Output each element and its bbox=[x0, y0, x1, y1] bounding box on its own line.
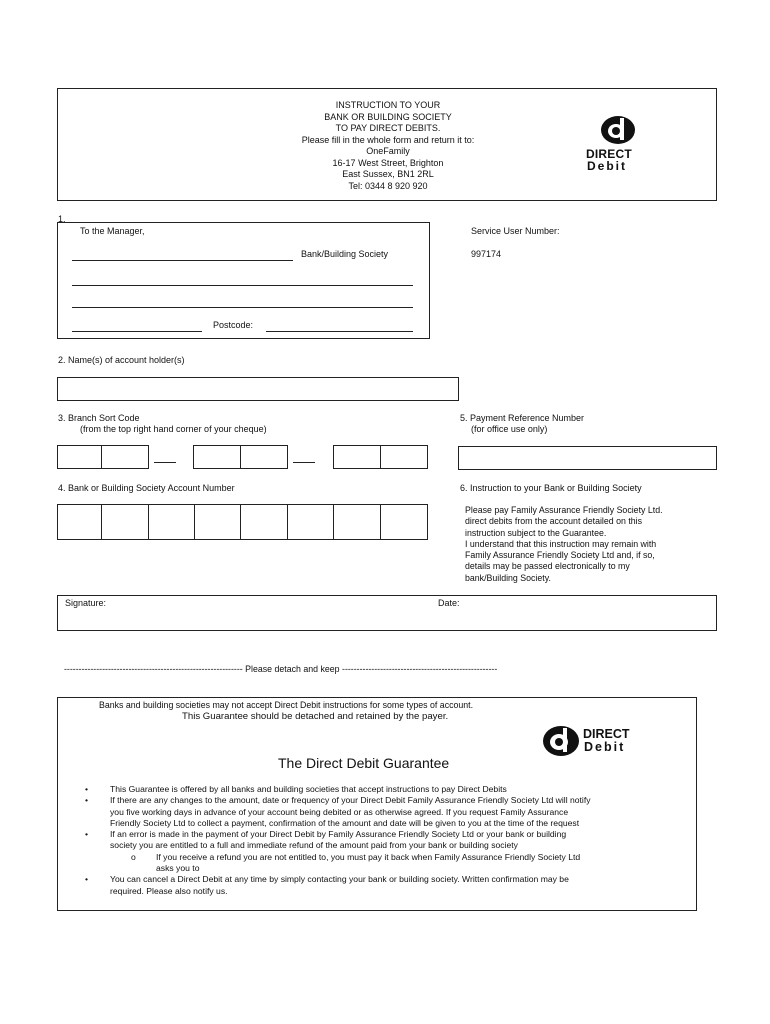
instruction-line: Please pay Family Assurance Friendly Society Ltd. bbox=[465, 505, 663, 515]
logo-text-direct: DIRECT bbox=[586, 147, 632, 161]
account-number-digit-6[interactable] bbox=[287, 504, 334, 540]
logo-text-debit: Debit bbox=[584, 740, 626, 754]
header-line: INSTRUCTION TO YOUR bbox=[335, 100, 441, 110]
postcode-label: Postcode: bbox=[213, 320, 254, 330]
header-line: 16-17 West Street, Brighton bbox=[332, 157, 444, 168]
bullet-icon: • bbox=[85, 874, 89, 885]
bank-name-line[interactable] bbox=[72, 260, 293, 261]
bullet-icon: • bbox=[85, 829, 89, 840]
direct-debit-logo bbox=[586, 115, 650, 173]
payment-reference-field[interactable] bbox=[458, 446, 717, 470]
account-number-digit-7[interactable] bbox=[333, 504, 381, 540]
sort-code-digit-4[interactable] bbox=[240, 445, 288, 469]
guarantee-retain-text: This Guarantee should be detached and retained by the payer. bbox=[182, 711, 449, 722]
sort-code-digit-3[interactable] bbox=[193, 445, 241, 469]
header-line: TO PAY DIRECT DEBITS. bbox=[335, 123, 441, 133]
manager-address-box bbox=[57, 222, 430, 339]
guarantee-logo bbox=[542, 725, 654, 757]
sort-code-digit-6[interactable] bbox=[380, 445, 428, 469]
header-box bbox=[57, 88, 717, 201]
sub-bullet-icon: o bbox=[131, 851, 136, 862]
section-1-number: 1. bbox=[58, 214, 66, 224]
account-holder-field[interactable] bbox=[57, 377, 459, 401]
postcode-line[interactable] bbox=[266, 331, 413, 332]
direct-debit-logo-icon bbox=[600, 115, 636, 145]
payment-reference-sublabel: (for office use only) bbox=[471, 424, 548, 434]
header-line: BANK OR BUILDING SOCIETY bbox=[324, 111, 452, 122]
instruction-line: I understand that this instruction may remain with bbox=[465, 538, 657, 549]
account-number-digit-4[interactable] bbox=[194, 504, 241, 540]
instruction-line: Family Assurance Friendly Society Ltd and, if so, bbox=[465, 550, 655, 561]
sort-code-separator bbox=[293, 462, 315, 463]
detach-dashes-left: ------------------------------------------------------------- bbox=[64, 664, 243, 674]
guarantee-title: The Direct Debit Guarantee bbox=[278, 755, 450, 771]
sort-code-digit-2[interactable] bbox=[101, 445, 149, 469]
instruction-line: direct debits from the account detailed on this bbox=[465, 516, 643, 527]
header-line: Please fill in the whole form and return it to: bbox=[301, 134, 475, 145]
guarantee-item: • This Guarantee is offered by all banks and building societies that accept instructions to pay Direct Debits bbox=[85, 784, 507, 794]
sort-code-label: 3. Branch Sort Code bbox=[58, 413, 140, 423]
instruction-label: 6. Instruction to your Bank or Building Society bbox=[460, 483, 642, 493]
sort-code-digit-5[interactable] bbox=[333, 445, 381, 469]
address-line-1[interactable] bbox=[72, 285, 413, 286]
instruction-line: bank/Building Society. bbox=[465, 572, 551, 583]
detach-text: Please detach and keep bbox=[245, 664, 340, 674]
detach-line bbox=[64, 664, 704, 674]
address-line-3[interactable] bbox=[72, 331, 202, 332]
account-number-digit-1[interactable] bbox=[57, 504, 102, 540]
account-holder-label: 2. Name(s) of account holder(s) bbox=[58, 355, 185, 365]
instruction-line: details may be passed electronically to my bbox=[465, 561, 630, 572]
bullet-icon: • bbox=[85, 784, 89, 794]
guarantee-item: • If an error is made in the payment of your Direct Debit by Family Assurance Friendly Society Ltd or your bank or building society you are entitled to a full and immediate refund of the amount paid from your bank or building society bbox=[85, 829, 567, 851]
signature-label: Signature: bbox=[65, 598, 107, 608]
guarantee-list bbox=[58, 784, 698, 897]
header-line: East Sussex, BN1 2RL bbox=[342, 169, 434, 179]
direct-debit-logo-icon bbox=[542, 725, 580, 757]
date-label: Date: bbox=[438, 598, 460, 608]
sort-code-digit-1[interactable] bbox=[57, 445, 102, 469]
payment-reference-label: 5. Payment Reference Number bbox=[460, 413, 585, 423]
account-number-label: 4. Bank or Building Society Account Number bbox=[58, 483, 235, 493]
logo-text-direct: DIRECT bbox=[583, 727, 630, 741]
service-user-number: 997174 bbox=[471, 249, 502, 259]
account-number-digit-3[interactable] bbox=[148, 504, 195, 540]
account-number-digit-8[interactable] bbox=[380, 504, 428, 540]
instruction-text bbox=[465, 505, 663, 584]
guarantee-item: • If there are any changes to the amount, date or frequency of your Direct Debit Family Assurance Friendly Society Ltd will notify you five working days in advance of your account being debited or as otherwise agreed. If you request Family Assurance Friendly Society Ltd to collect a payment, confirmation of the amount and date will be given to you at the time of the request bbox=[85, 795, 591, 828]
manager-label: To the Manager, bbox=[80, 226, 145, 236]
guarantee-notice: Banks and building societies may not accept Direct Debit instructions for some types of account. bbox=[99, 700, 474, 710]
service-user-label: Service User Number: bbox=[471, 226, 560, 236]
sort-code-sublabel: (from the top right hand corner of your cheque) bbox=[80, 424, 267, 434]
sort-code-separator bbox=[154, 462, 176, 463]
bank-building-society-label: Bank/Building Society bbox=[301, 249, 389, 259]
bullet-icon: • bbox=[85, 795, 89, 806]
guarantee-sub-item: o If you receive a refund you are not entitled to, you must pay it back when Family Assurance Friendly Society Ltd asks you to bbox=[131, 851, 581, 874]
detach-dashes-right: ----------------------------------------------------- bbox=[342, 664, 498, 674]
logo-text-debit: Debit bbox=[587, 159, 627, 173]
signature-box[interactable] bbox=[57, 595, 717, 631]
address-line-2[interactable] bbox=[72, 307, 413, 308]
account-number-digit-5[interactable] bbox=[240, 504, 288, 540]
guarantee-box bbox=[57, 697, 697, 911]
header-line: Tel: 0344 8 920 920 bbox=[348, 180, 428, 191]
header-line: OneFamily bbox=[366, 146, 410, 156]
instruction-line: instruction subject to the Guarantee. bbox=[465, 527, 607, 538]
guarantee-item: • You can cancel a Direct Debit at any time by simply contacting your bank or building society. Written confirmation may be required. Please also notify us. bbox=[85, 874, 569, 896]
account-number-digit-2[interactable] bbox=[101, 504, 149, 540]
